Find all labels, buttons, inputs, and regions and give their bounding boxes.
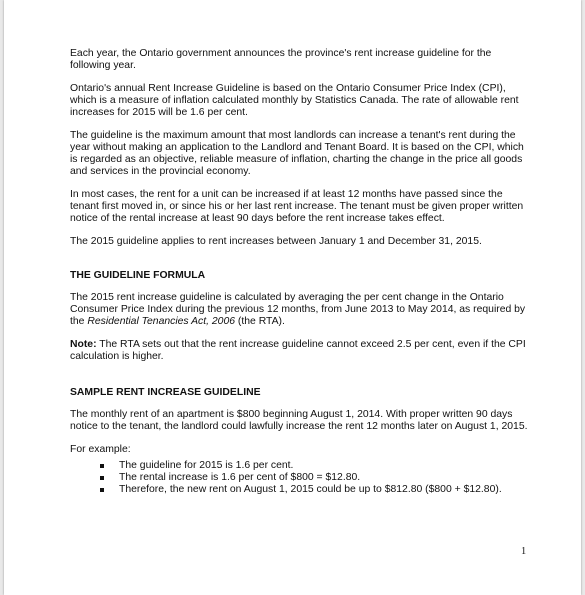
heading-guideline-formula: THE GUIDELINE FORMULA	[70, 270, 206, 281]
paragraph-guideline-maximum: The guideline is the maximum amount that most landlords can increase a tenant's rent during the year without making an application to the Landlord and Tenant Board. It is based on the CPI, which is regarded as an objective, reliable measure of inflation, charting the change in the price all goods and services in the provincial economy.	[70, 130, 524, 177]
document-body	[70, 48, 530, 496]
formula-text-end: (the RTA).	[235, 316, 285, 327]
paragraph-intro: Each year, the Ontario government announces the province's rent increase guideline for the following year.	[70, 48, 492, 71]
list-item	[100, 484, 530, 496]
note-text: The RTA sets out that the rent increase guideline cannot exceed 2.5 per cent, even if the CPI calculation is higher.	[70, 339, 526, 362]
heading-sample-guideline: SAMPLE RENT INCREASE GUIDELINE	[70, 387, 261, 398]
paragraph-2015-applies: The 2015 guideline applies to rent increases between January 1 and December 31, 2015.	[70, 236, 482, 247]
act-title: Residential Tenancies Act, 2006	[87, 316, 236, 327]
paragraph-formula	[70, 292, 530, 328]
list-item-text: The rental increase is 1.6 per cent of $800 = $12.80.	[119, 472, 361, 483]
formula-text-start: The 2015 rent increase guideline is calculated by averaging the per cent change in the Ontario Consumer Price Index during the previous 12 months, from June 2013 to May 2014, as required by the	[70, 292, 526, 327]
note-label: Note:	[70, 339, 97, 350]
document-page	[4, 0, 581, 595]
square-bullet-icon	[100, 488, 104, 492]
list-item	[100, 472, 530, 484]
square-bullet-icon	[100, 476, 104, 480]
list-item-text: The guideline for 2015 is 1.6 per cent.	[119, 460, 294, 471]
example-list	[70, 460, 530, 496]
paragraph-sample: The monthly rent of an apartment is $800 beginning August 1, 2014. With proper written 90 days notice to the tenant, the landlord could lawfully increase the rent 12 months later on August 1, 2015.	[70, 409, 528, 432]
square-bullet-icon	[100, 464, 104, 468]
paragraph-example-intro: For example:	[70, 444, 131, 455]
list-item-text: Therefore, the new rent on August 1, 2015 could be up to $812.80 ($800 + $12.80).	[119, 484, 502, 495]
paragraph-increase-timing: In most cases, the rent for a unit can be increased if at least 12 months have passed since the tenant first moved in, or since his or her last rent increase. The tenant must be given proper written notice of the rental increase at least 90 days before the rent increase takes effect.	[70, 189, 524, 224]
paragraph-note	[70, 339, 530, 363]
list-item	[100, 460, 530, 472]
page-number: 1	[521, 546, 527, 557]
paragraph-cpi-basis: Ontario's annual Rent Increase Guideline is based on the Ontario Consumer Price Index (CPI), which is a measure of inflation calculated monthly by Statistics Canada. The rate of allowable rent increases for 2015 will be 1.6 per cent.	[70, 83, 519, 118]
